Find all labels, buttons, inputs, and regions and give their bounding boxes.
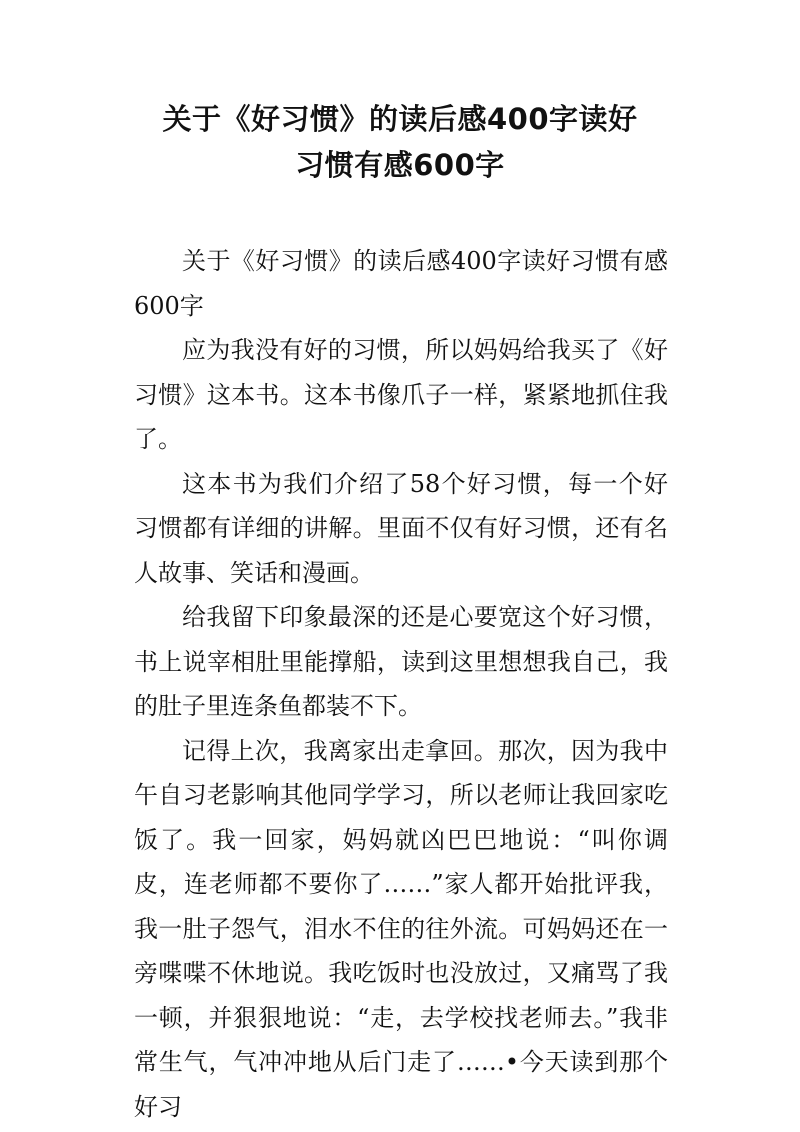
paragraph: 这本书为我们介绍了58个好习惯，每一个好习惯都有详细的讲解。里面不仅有好习惯，还有名人故事、笑话和漫画。 [134, 469, 668, 587]
document-body [134, 239, 668, 1129]
document-title [120, 96, 680, 188]
paragraph: 关于《好习惯》的读后感400字读好习惯有感600字 [134, 247, 668, 320]
paragraph: 记得上次，我离家出走拿回。那次，因为我中午自习老影响其他同学学习，所以老师让我回家吃饭了。我一回家，妈妈就凶巴巴地说：“叫你调皮，连老师都不要你了……”家人都开始批评我，我一肚子怨气，泪水不住的往外流。可妈妈还在一旁喋喋不休地说。我吃饭时也没放过，又痛骂了我一顿，并狠狠地说：“走，去学校找老师去。”我非常生气，气冲冲地从后门走了……•今天读到那个好习 [134, 736, 668, 1121]
title-line-1: 关于《好习惯》的读后感400字读好 [162, 102, 638, 136]
title-line-2: 习惯有感600字 [295, 148, 505, 182]
paragraph: 给我留下印象最深的还是心要宽这个好习惯，书上说宰相肚里能撑船，读到这里想想我自己，我的肚子里连条鱼都装不下。 [134, 603, 668, 720]
paragraph: 应为我没有好的习惯，所以妈妈给我买了《好习惯》这本书。这本书像爪子一样，紧紧地抓住我了。 [134, 336, 668, 453]
